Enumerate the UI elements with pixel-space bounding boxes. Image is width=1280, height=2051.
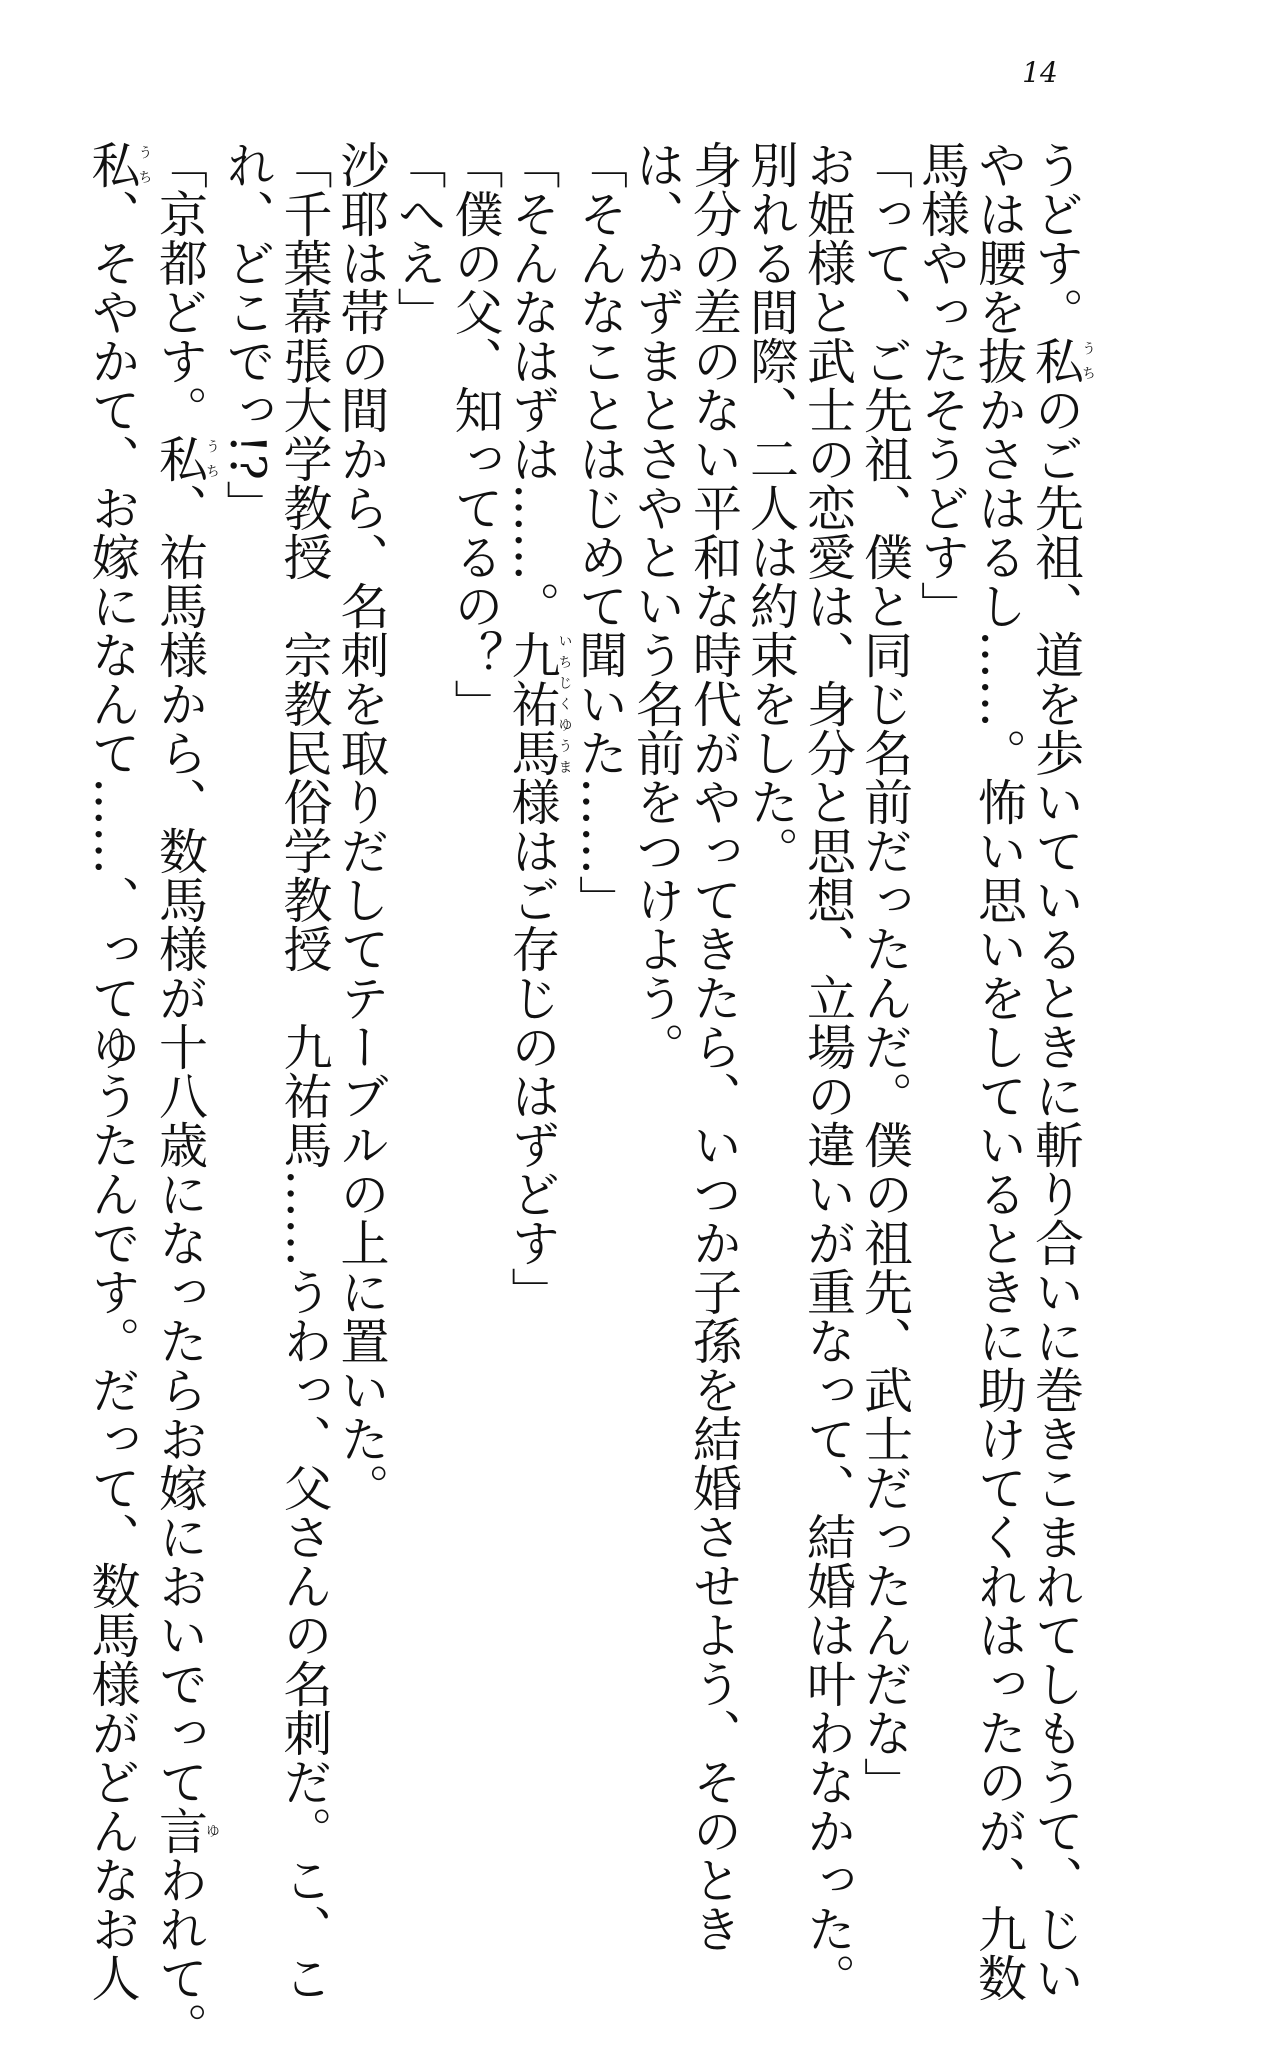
ruby-reading: うち — [136, 140, 153, 189]
text-line-5: お姫様と武士の恋愛は、身分と思想、立場の違いが重なって、結婚は叶わなかった。 — [799, 140, 857, 2002]
ruby-reading: うち — [204, 434, 220, 483]
ruby-word: 言ゆ — [151, 1806, 220, 1855]
text-line-10: 「そんなはずは……。九祐馬いちじくゆうま様はご存じのはずどす」 — [504, 140, 573, 1316]
ruby-word: 私うち — [1027, 336, 1096, 385]
ruby-reading: うち — [1080, 336, 1096, 385]
ruby-reading: いちじくゆうま — [556, 630, 573, 777]
text-line-4: 「って、ご先祖、僕と同じ名前だったんだ。僕の祖先、武士だったんだな」 — [856, 140, 914, 1806]
text-line-15: れ、どこでっ!?」 — [219, 140, 276, 529]
text-line-13: 沙耶は帯の間から、名刺を取りだしてテーブルの上に置いた。 — [333, 140, 390, 1512]
text-line-2: やは腰を抜かさはるし……。怖い思いをしているときに助けてくれはったのが、九数 — [970, 140, 1028, 2002]
text-line-16: 「京都どす。私うち、祐馬様から、数馬様が十八歳になったらお嫁においでって言ゆわれて。 — [151, 140, 220, 2051]
text-line-3: 馬様やったそうどす」 — [913, 140, 971, 630]
text-line-17: 私うち、そやかて、お嫁になんて……、ってゆうたんです。だって、数馬様がどんなお人 — [84, 140, 153, 2002]
ruby-word: 私うち — [151, 434, 220, 483]
ruby-reading: ゆ — [204, 1806, 220, 1855]
text-line-1: うどす。私うちのご先祖、道を歩いているときに斬り合いに巻きこまれてしもうて、じい — [1027, 140, 1096, 2002]
text-line-7: 身分の差のない平和な時代がやってきたら、いつか子孫を結婚させよう、そのとき — [685, 140, 743, 1953]
text-line-9: 「そんなことはじめて聞いた……」 — [571, 140, 629, 924]
text-line-14: 「千葉幕張大学教授 宗教民俗学教授 九祐馬……うわっ、父さんの名刺だ。こ、こ — [276, 140, 333, 2002]
page-number: 14 — [1022, 56, 1058, 89]
text-line-11: 「僕の父、知ってるの？」 — [447, 140, 504, 728]
text-line-6: 別れる間際、二人は約束をした。 — [742, 140, 800, 875]
text-line-8: は、かずまとさやという名前をつけよう。 — [628, 140, 686, 1071]
body-text — [84, 140, 1096, 2051]
text-line-12: 「へえ」 — [390, 140, 447, 336]
ruby-word: 九祐馬いちじくゆうま — [504, 630, 573, 777]
ruby-word: 私うち — [84, 140, 153, 189]
